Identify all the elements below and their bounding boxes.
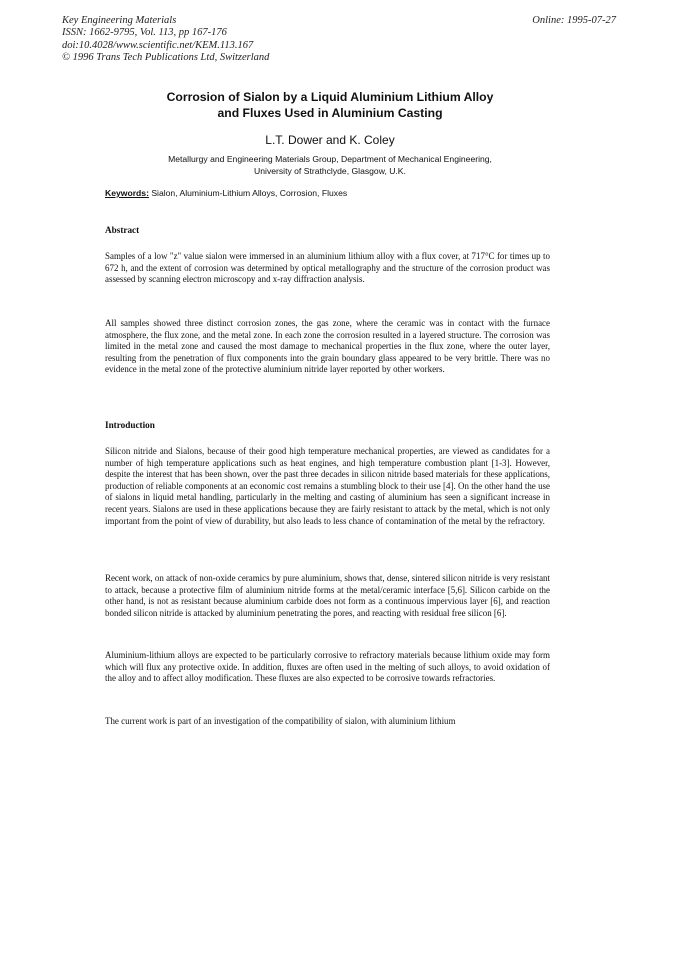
introduction-paragraph-1: Silicon nitride and Sialons, because of their good high temperature mechanical properties, are viewed as candidates for a number of high temperature applications such as heat engines, and high temperature combustion plant [1-3]. However, despite the interest that has been shown, over the past three decades in silicon nitride based materials for these applications, production of reliable components at an economic cost remains a stumbling block to their use [4]. On the other hand the use of sialons in liquid metal handling, particularly in the melting and casting of aluminium has seen a significant increase in recent years. Sialons are used in these applications because they are fairly resistant to attack by the metal, which is not only important from the point of view of durability, but also leads to less chance of contamination of the metal by the refractory. [105,446,550,526]
introduction-paragraph-2: Recent work, on attack of non-oxide ceramics by pure aluminium, shows that, dense, sintered silicon nitride is very resistant to attack, because a protective film of aluminium nitride forms at the metal/ceramic interface [5,6]. Silicon carbide on the other hand, is not as resistant because aluminium carbide does not form as a continuous impervious layer [6], and reaction bonded silicon nitride is attacked by aluminium penetrating the pores, and reacting with residual free silicon [6]. [105,573,550,618]
paper-title [105,90,555,121]
online-date: Online: 1995-07-27 [532,15,616,26]
journal-header [62,15,269,64]
introduction-heading: Introduction [105,420,155,430]
abstract-heading: Abstract [105,225,140,235]
authors: L.T. Dower and K. Coley [265,133,395,147]
introduction-paragraph-3: Aluminium-lithium alloys are expected to be particularly corrosive to refractory materials because lithium oxide may form which will flux any protective oxide. In addition, fluxes are often used in the melting of such alloys, to avoid oxidation of the alloy and to affect alloy modification. These fluxes are also expected to be corrosive towards refractories. [105,650,550,684]
abstract-paragraph-1: Samples of a low "z" value sialon were immersed in an aluminium lithium alloy with a flux cover, at 717°C for times up to 672 h, and the extent of corrosion was determined by optical metallography and the structure of the corrosion product was assessed by scanning electron microscopy and x-ray diffraction analysis. [105,251,550,285]
affiliation-line-1: Metallurgy and Engineering Materials Group, Department of Mechanical Engineering, [168,154,492,164]
keywords-label: Keywords: [105,188,149,198]
copyright-line: © 1996 Trans Tech Publications Ltd, Switzerland [62,51,270,63]
keywords-text: Sialon, Aluminium-Lithium Alloys, Corrosion, Fluxes [148,188,348,198]
doi-line: doi:10.4028/www.scientific.net/KEM.113.167 [62,39,254,51]
affiliation [105,154,555,177]
journal-name: Key Engineering Materials [62,15,177,26]
issn-line: ISSN: 1662-9795, Vol. 113, pp 167-176 [62,27,227,39]
title-line-2: and Fluxes Used in Aluminium Casting [217,105,443,120]
title-line-1: Corrosion of Sialon by a Liquid Aluminium Lithium Alloy [166,90,494,104]
affiliation-line-2: University of Strathclyde, Glasgow, U.K. [254,165,406,176]
keywords [105,188,347,199]
introduction-paragraph-4: The current work is part of an investigation of the compatibility of sialon, with aluminium lithium [105,716,456,726]
abstract-paragraph-2: All samples showed three distinct corrosion zones, the gas zone, where the ceramic was in contact with the furnace atmosphere, the flux zone, and the metal zone. In each zone the corrosion resulted in a layered structure. The corrosion was limited in the metal zone and caused the most damage to mechanical properties in the flux zone, where the outer layer, resulting from the penetration of flux components into the grain boundary glass appeared to be very brittle. There was no evidence in the metal zone of the protective aluminium nitride layer reported by other workers. [105,318,550,375]
